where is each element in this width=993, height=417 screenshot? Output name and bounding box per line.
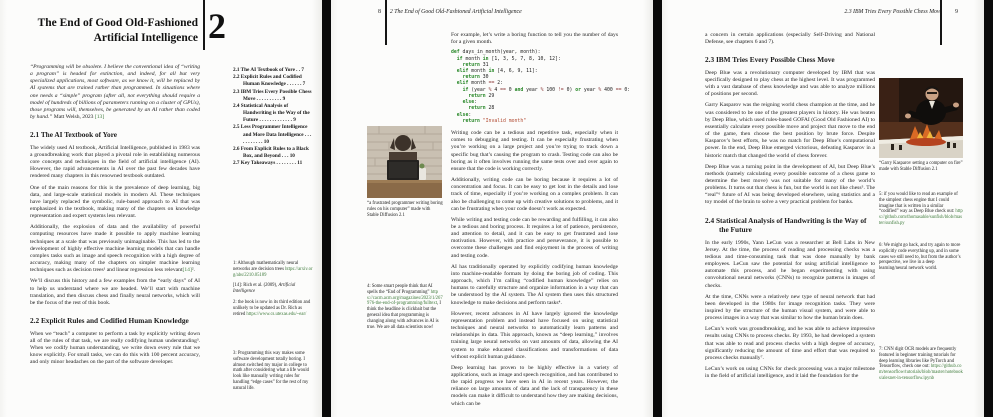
sidenote-ref-14 [233,283,313,295]
sidenote-link[interactable]: https://www.cs.utexas.edu/~ear/ [246,311,307,317]
running-header [378,9,522,15]
section-heading-2-4: 2.4 Statistical Analysis of Handwriting is the Way of the Future [705,215,867,235]
paragraph: LeCun’s work was groundbreaking, and he was able to achieve impressive results using CNNs to process checks. By 1993, he had developed a system that was able to read and process checks with a high degree of accuracy, significantly reducing the amount of time and effort that was required to process checks manually⁷. [705,326,875,361]
programmer-photo-art [367,126,442,198]
code-line: return 30 [462,75,489,81]
code-line: elif month in [4, 6, 9, 11]: [456,69,538,75]
sidenote-link[interactable]: https://github.com/tensorflow/tutorials/blob/master/notebooks/alexnet-in-tensorflow.ipynb [879,364,963,382]
sidenote-text: 5: if you would like to read an example of the simplest chess engine that I could imagine that is written in a similar “codified” way as Deep Blue check out: [879,192,958,215]
code-line: return 29 [468,93,495,99]
curtain [879,78,899,128]
paragraph: The widely used AI textbook, Artificial Intelligence, published in 1983 was a groundbreaking work that played a pivotal role in establishing numerous core concepts and techniques in the field of artificial intelligence (AI). However, the rapid advancements in AI over the past few decades have rendered many chapters in this renowned textbook outdated. [30,144,200,180]
page8-text-column [451,32,631,412]
epigraph-attribution: Matt Welsh, 2023 [53,114,95,121]
sidenote-text: , I think the headline is clickbait but the general idea that programming is changing along with advances in AI is true. We are all data scientists now! [367,301,441,330]
page-7 [0,0,322,417]
sidenote-4 [367,284,443,331]
epigraph [30,64,200,121]
reference-title: Artificial Intelligence [233,283,296,295]
sidenote-text: 1: Although mathematically neural networks are decision trees [233,261,299,272]
paragraph-text: Additionally, the explosion of data and the availability of powerful computing resources have made it possible to apply machine learning techniques at a scale that was previously unimaginable. This has led to the development of highly effective machine learning models that can handle complex tasks such as image and speech recognition with a high degree of accuracy, making many of the chapters on simpler machine learning techniques such as decision trees¹ and linear regression less relevant [30,224,200,274]
toc-entry-2-4[interactable]: 2.4 Statistical Analysis of Handwriting is the Way of the Future . . . . . . . . . . . . . 9 [233,102,310,124]
kasparov-photo [879,78,963,158]
chapter-title-line2: Artificial Intelligence [93,31,198,44]
running-header-title: 2.3 IBM Tries Every Possible Chess Move [844,9,943,15]
paragraph: However, recent advances in AI have largely ignored the knowledge representation problem and instead have focused on using statistical techniques and neural networks to automatically learn patterns and relationships in data. This approach, known as “deep learning,” involves training large neural networks on vast amounts of data, allowing the AI system to make educated classifications and transformations of data without explicit human guidance. [451,310,618,360]
kasparov-photo-art [879,78,963,158]
code-line: else: [456,112,472,118]
citation-14[interactable]: [14] [182,267,192,274]
section-heading-2-3: 2.3 IBM Tries Every Possible Chess Move [705,55,835,65]
paragraph: In the early 1990s, Yann LeCun was a researcher at Bell Labs in New Jersey. At the time, the process of reading and processing checks was a tedious and time-consuming task that was done manually by bank employees. LeCun saw the potential for using artificial intelligence to automate this process, and he began experimenting with using convolutional neural networks (CNNs) to recognize patterns in images of checks. [705,239,875,289]
programmer-photo [367,126,442,198]
sidenote-7 [879,347,963,382]
code-line: return "Invalid month" [462,118,527,124]
running-header-title: 2 The End of Good Old-Fashioned Artificial Intelligence [389,9,522,15]
paragraph: Deep Blue was a turning point in the development of AI, but Deep Blue’s methods (namely calculating every possible outcome of a chess game to determine the best move) was not suitable for many of the world’s problems. It turns out that chess is fun, but the world is not like chess⁵. The “real”⁶ future of AI was being developed elsewhere, using statistics and a toy model of the brain to solve a very practical problem for banks. [705,163,875,206]
section-heading-2-1: 2.1 The AI Textbook of Yore [30,130,118,140]
sidenote-group [233,261,313,323]
sidenote-link[interactable]: https://cacm.acm.org/magazines/2023/1/267976-the-end-of-programming/fulltext [367,289,443,307]
sidenote-text: 2: the book is now in its third edition and unlikely to be updated as Dr. Rich as retired [233,300,311,317]
page-8 [331,0,653,417]
sidenote-link[interactable]: https://github.com/thomasahle/sunfish/blob/master/sunfish.py [879,209,963,227]
sidenote-text: 7: CNN digit OCR models are frequently featured in beginner training tutorials for deep learning libraries like PyTorch and Tensorflow, check one out: [879,347,957,370]
epigraph-text: “Programming will be obsolete. I believe the conventional idea of “writing a program” is headed for extinction, and indeed, for all but very specialized applications, most software, as we know it, will be replaced by AI systems that are trained rather than programmed. In situations where one needs a “simple” program (after all, not everything should require a model of hundreds of billions of parameters running on a cluster of GPUs), those programs will, themselves, be generated by an AI rather than coded by hand.” [30,64,200,121]
header-rule [940,0,942,45]
citation-13[interactable]: [13] [94,114,105,121]
paragraph [30,224,200,274]
section-heading-2-2: 2.2 Explicit Rules and Codified Human Knowledge [30,316,189,326]
laptop [387,160,419,180]
margin-toc [233,67,313,167]
paragraph: Deep learning has proven to be highly effective in a variety of applications, such as image and speech recognition, and has contributed to the rapid progress we have seen in AI in recent years. However, the reliance on large amounts of data and the lack of transparency in these models can make it difficult to understand how they are making decisions, which can be [451,364,618,407]
sidenote-text: [14]: Rich et al. (2009), [233,283,279,289]
chapter-title-line1: The End of Good Old-Fashioned [37,17,198,29]
paragraph: Deep Blue was a revolutionary computer developed by IBM that was specifically designed to play chess at the highest level. It was programmed with a vast database of chess knowledge and was able to analyze millions of positions per second. [705,69,875,98]
toc-entry-2-6[interactable]: 2.6 From Explicit Rules to a Black Box, and Beyond . . . 10 [233,145,309,160]
paragraph: While writing and testing code can be rewarding and fulfilling, it can also be a tedious and boring process. It requires a lot of patience, persistence, and attention to detail, and it can be easy to get frustrated and lose motivation. However, with practice and perseverance, it is possible to overcome these challenges and find enjoyment in the process of writing and testing code. [451,216,618,259]
toc-entry-2-2[interactable]: 2.2 Explicit Rules and Codified Human Knowledge . . . . . . 7 [233,74,306,88]
code-line: return 28 [468,106,495,112]
paragraph: a concern in certain applications (especially Self-Driving and National Defense, see chapters 6 and 7). [705,32,875,46]
code-line: if month in [1, 3, 5, 7, 8, 10, 12]: [456,56,561,62]
toc-entry-2-3[interactable]: 2.3 IBM Tries Every Possible Chess Move . . . . . . . . . . 9 [233,88,312,102]
paragraph: One of the main reasons for this is the prevalence of deep learning, big data, and large-scale statistical models in modern AI. These techniques have largely replaced the symbolic, rule-based approach to AI that was emphasized in the textbook, making many of the chapters on knowledge representation and expert systems less relevant. [30,184,200,220]
code-line: else: [462,100,478,106]
sidenote-text: 4: Some smart people think that AI spells the “End of Programming” [367,284,433,295]
sidenote-1 [233,261,313,278]
sidenote-3: 3: Programming this way makes some software development totally boring. I almost switched my major in college to math after considering what a life would look like manually writing rules for handling “edge cases” for the rest of my natural life. [233,351,310,391]
photo-caption: “a frustrated programmer writing boring rules on his computer” made with Stable Diffusion 2.1 [367,201,443,218]
code-line: if (year % 4 == 0 and year % 100 != 0) or year % 400 == 0: [462,87,631,93]
sidenote-2 [233,300,313,317]
paragraph-tail: ². [191,267,195,274]
toc-entry-2-7[interactable]: 2.7 Key Takeaways . . . . . . . . 11 [233,160,303,167]
page-number: 8 [378,9,381,15]
mug [419,168,426,180]
paragraph: Writing code can be a tedious and repetitive task, especially when it comes to debugging and testing. It can be especially frustrating when you’re working on a large project and you’re trying to track down a specific bug that’s causing the program to crash. Testing code can also be boring as it often involves running the same tests over and over again to ensure that the code is working correctly. [451,130,618,172]
header-rule [385,0,387,45]
page-number: 9 [955,9,958,15]
code-line: def days_in_month(year, month): [451,50,541,56]
photo-caption: “Garry Kasparov setting a computer on fire” made with Stable Diffusion 2.1 [879,161,963,172]
page-9 [662,0,984,417]
code-line: return 31 [462,62,489,68]
paragraph: At the time, CNNs were a relatively new type of neural network that had been developed in the 1980s for image recognition tasks. They were inspired by the structure of the human visual system, and were able to process images in a way that was similar to how the human brain does. [705,293,875,322]
code-block [451,50,631,125]
paragraph: AI has traditionally operated by explicitly codifying human knowledge into machine-readable formats by doing the boring job of coding. This approach, which I’m calling “codified human knowledge” relies on humans to carefully structure and organize information in a way that can be understood by the AI system. The AI system then uses this structured knowledge to make decisions and perform tasks⁴. [451,263,618,306]
chapter-rule [203,0,205,50]
paragraph: Additionally, writing code can be boring because it requires a lot of concentration and focus. It can be easy to get lost in the details and lose track of time, especially if you’re working on a complex problem. It can also be challenging to come up with creative solutions to problems, and it can be frustrating when your code doesn’t work as expected. [451,177,618,212]
sidenote-6: 6: We might go back, and try again to more explicitly code everything up, and in some cases we still need to, but from the author’s perspective, we live in a deep learning/neural network world. [879,243,961,272]
paragraph: For example, let’s write a boring function to tell you the number of days for a given month. [451,32,618,46]
paragraph: We’ll discuss this history and a few examples from the “early days” of AI to help us understand where we are headed. We’ll start with machine translation, and then discuss chess and finally neural networks, which will be the focus of the rest of this book. [30,278,200,306]
toc-entry-2-5[interactable]: 2.5 Less Programmer Intelligence and More Data Intelligence . . . . . . . . . . . 10 [233,124,312,145]
running-header [844,9,958,15]
sidenote-link[interactable]: https://arxiv.org/abs/2210.05189 [233,266,313,278]
toc-entry-2-1[interactable]: 2.1 The AI Textbook of Yore . . 7 [233,67,304,73]
page9-text-column [705,32,875,384]
page7-text-column [30,64,200,370]
paragraph: Garry Kasparov was the reigning world chess champion at the time, and he was considered to be one of the greatest players in history. He was beaten by Deep Blue, which used rules-based GOFAI (Good Old Fashioned AI) to essentially calculate every possible move and project that move to the end of the game, then choose the best position by brute force. Despite Kasparov’s best efforts, he was no match for Deep Blue’s computational power. In the end, Deep Blue emerged victorious, defeating Kasparov in a historic match that changed the world of chess forever. [705,102,875,159]
code-line: elif month == 2: [456,81,504,87]
chapter-number: 2 [208,6,226,46]
paragraph: LeCun’s work on using CNNs for check processing was a major milestone in the field of artificial intelligence, and it laid the foundation for the [705,366,875,380]
chapter-title [20,16,198,45]
paragraph: When we “teach” a computer to perform a task by explicitly writing down all of the rules of that task, we are really codifying human understanding³. When we codify human understanding, we write down every rule that we know explicitly. For small tasks, we can do this with 100 percent accuracy, and only minor headaches on the part of the software developer. [30,330,200,366]
sidenote-5 [879,192,963,227]
